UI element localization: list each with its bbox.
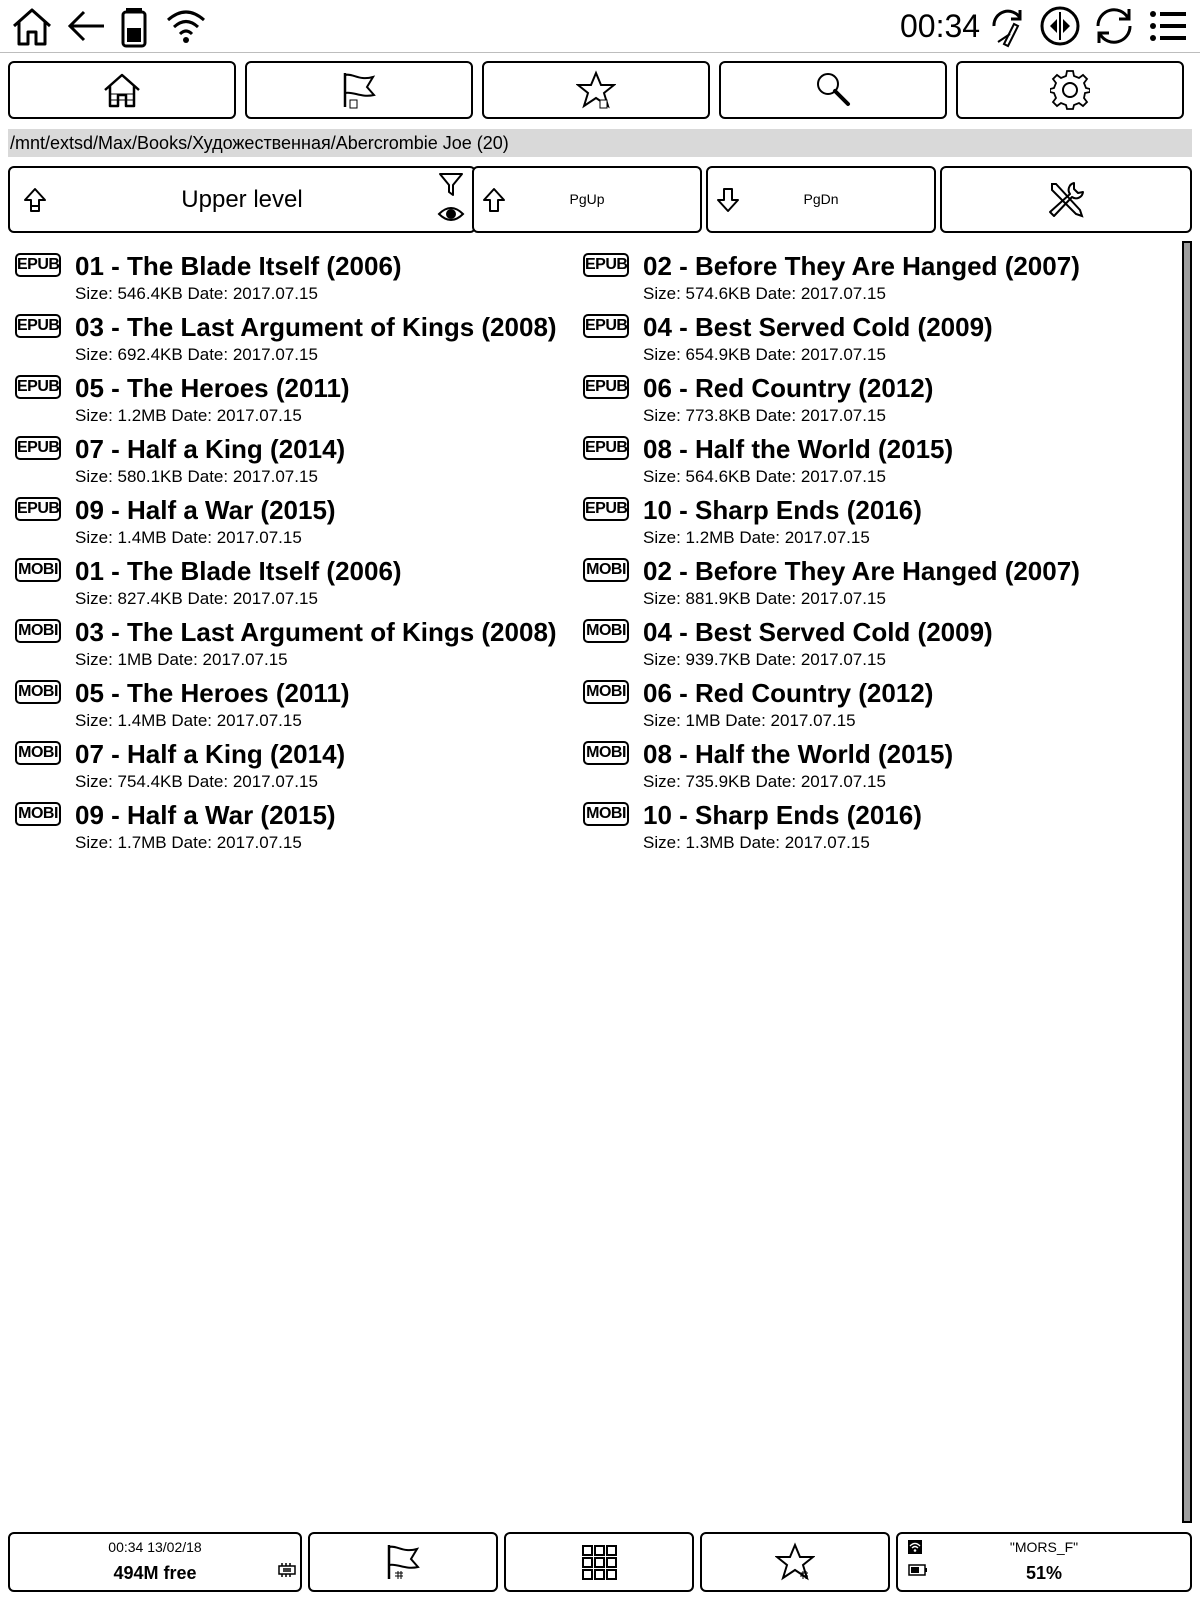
file-meta: Size: 1.3MB Date: 2017.07.15 [643,833,870,852]
file-meta: Size: 692.4KB Date: 2017.07.15 [75,345,318,364]
file-title: 03 - The Last Argument of Kings (2008) [75,312,557,342]
datetime: 00:34 13/02/18 [108,1539,202,1555]
clean-refresh-icon[interactable] [986,4,1030,48]
file-item[interactable] [578,732,1148,792]
file-title: 08 - Half the World (2015) [643,739,954,769]
search-button[interactable] [719,61,947,119]
format-badge: MOBI [583,558,629,582]
file-title: 06 - Red Country (2012) [643,678,934,708]
format-badge: EPUB [15,497,61,521]
battery-icon [112,4,156,48]
bookmarks-button[interactable] [245,61,473,119]
grid-view-button[interactable] [504,1532,694,1592]
settings-gear-icon [1050,70,1090,110]
file-title: 10 - Sharp Ends (2016) [643,495,922,525]
file-meta: Size: 1MB Date: 2017.07.15 [643,711,856,730]
file-item[interactable] [578,366,1148,426]
file-item[interactable] [10,732,580,792]
format-badge: MOBI [15,558,61,582]
file-item[interactable] [578,671,1148,731]
eye-icon[interactable] [437,204,465,224]
format-badge: EPUB [583,314,629,338]
format-badge: EPUB [583,436,629,460]
storage-info-button[interactable] [8,1532,302,1592]
free-space: 494M free [113,1563,197,1583]
page-down-label: PgDn [803,191,839,207]
page-up-label: PgUp [569,191,605,207]
network-battery-button[interactable] [896,1532,1192,1592]
bookmarks-flag-icon [383,1542,423,1582]
memory-card-icon [278,1563,296,1577]
network-name: "MORS_F" [1009,1539,1079,1555]
upper-level-label: Upper level [181,186,303,213]
menu-icon[interactable] [1146,4,1190,48]
file-title: 04 - Best Served Cold (2009) [643,617,993,647]
file-list [0,244,1180,1524]
scrollbar[interactable] [1182,241,1192,1523]
file-title: 04 - Best Served Cold (2009) [643,312,993,342]
format-badge: MOBI [15,680,61,704]
home-icon[interactable] [10,4,54,48]
file-item[interactable] [10,488,580,548]
file-item[interactable] [578,305,1148,365]
favorites-star-icon [775,1542,815,1582]
format-badge: MOBI [583,802,629,826]
file-meta: Size: 735.9KB Date: 2017.07.15 [643,772,886,791]
file-meta: Size: 939.7KB Date: 2017.07.15 [643,650,886,669]
bookmarks-button[interactable] [308,1532,498,1592]
file-title: 01 - The Blade Itself (2006) [75,251,402,281]
wifi-icon [164,4,208,48]
bookmarks-flag-icon [339,70,379,110]
file-title: 05 - The Heroes (2011) [75,678,350,708]
battery-level: 51% [1025,1563,1063,1583]
file-meta: Size: 1.4MB Date: 2017.07.15 [75,711,302,730]
file-item[interactable] [10,305,580,365]
filter-icon[interactable] [438,172,464,198]
navigation-row [8,166,1192,234]
file-title: 09 - Half a War (2015) [75,800,336,830]
file-meta: Size: 654.9KB Date: 2017.07.15 [643,345,886,364]
file-item[interactable] [10,549,580,609]
file-meta: Size: 1.2MB Date: 2017.07.15 [75,406,302,425]
grid-icon [581,1544,617,1580]
file-meta: Size: 546.4KB Date: 2017.07.15 [75,284,318,303]
bottom-bar [8,1532,1192,1592]
file-meta: Size: 574.6KB Date: 2017.07.15 [643,284,886,303]
file-title: 02 - Before They Are Hanged (2007) [643,556,1080,586]
status-bar [0,0,1200,53]
format-badge: EPUB [583,253,629,277]
file-meta: Size: 1.4MB Date: 2017.07.15 [75,528,302,547]
file-title: 10 - Sharp Ends (2016) [643,800,922,830]
upper-level-button[interactable] [8,166,476,233]
file-item[interactable] [578,549,1148,609]
file-meta: Size: 1.2MB Date: 2017.07.15 [643,528,870,547]
file-item[interactable] [10,610,580,670]
format-badge: EPUB [583,375,629,399]
sync-icon[interactable] [1092,4,1136,48]
favorites-button[interactable] [700,1532,890,1592]
page-turn-icon[interactable] [1038,4,1082,48]
favorites-star-icon [576,70,616,110]
file-meta: Size: 773.8KB Date: 2017.07.15 [643,406,886,425]
file-title: 01 - The Blade Itself (2006) [75,556,402,586]
page-up-button[interactable] [472,166,702,233]
tools-icon [1046,180,1086,220]
format-badge: MOBI [15,619,61,643]
format-badge: MOBI [15,802,61,826]
file-meta: Size: 754.4KB Date: 2017.07.15 [75,772,318,791]
file-title: 05 - The Heroes (2011) [75,373,350,403]
clock: 00:34 [900,8,981,44]
settings-button[interactable] [956,61,1184,119]
format-badge: MOBI [583,619,629,643]
file-meta: Size: 1.7MB Date: 2017.07.15 [75,833,302,852]
file-item[interactable] [10,244,580,304]
home-button[interactable] [8,61,236,119]
file-item[interactable] [578,427,1148,487]
format-badge: MOBI [583,741,629,765]
current-path: /mnt/extsd/Max/Books/Художественная/Abercrombie Joe (20) [8,129,1192,157]
format-badge: EPUB [15,253,61,277]
format-badge: EPUB [583,497,629,521]
home-icon [102,70,142,110]
file-item[interactable] [578,244,1148,304]
file-title: 06 - Red Country (2012) [643,373,934,403]
file-item[interactable] [578,610,1148,670]
page-down-button[interactable] [706,166,936,233]
file-meta: Size: 564.6KB Date: 2017.07.15 [643,467,886,486]
file-meta: Size: 827.4KB Date: 2017.07.15 [75,589,318,608]
format-badge: EPUB [15,436,61,460]
format-badge: EPUB [15,314,61,338]
file-meta: Size: 580.1KB Date: 2017.07.15 [75,467,318,486]
file-item[interactable] [578,488,1148,548]
file-title: 02 - Before They Are Hanged (2007) [643,251,1080,281]
favorites-button[interactable] [482,61,710,119]
file-title: 08 - Half the World (2015) [643,434,954,464]
search-icon [813,70,853,110]
format-badge: EPUB [15,375,61,399]
format-badge: MOBI [583,680,629,704]
file-item[interactable] [10,427,580,487]
file-item[interactable] [10,671,580,731]
file-item[interactable] [578,793,1148,853]
file-meta: Size: 1MB Date: 2017.07.15 [75,650,288,669]
file-item[interactable] [10,793,580,853]
file-title: 03 - The Last Argument of Kings (2008) [75,617,557,647]
file-meta: Size: 881.9KB Date: 2017.07.15 [643,589,886,608]
tools-button[interactable] [940,166,1192,233]
file-item[interactable] [10,366,580,426]
toolbar [8,61,1192,121]
file-title: 09 - Half a War (2015) [75,495,336,525]
file-title: 07 - Half a King (2014) [75,434,346,464]
format-badge: MOBI [15,741,61,765]
back-arrow-icon[interactable] [64,4,108,48]
file-title: 07 - Half a King (2014) [75,739,346,769]
